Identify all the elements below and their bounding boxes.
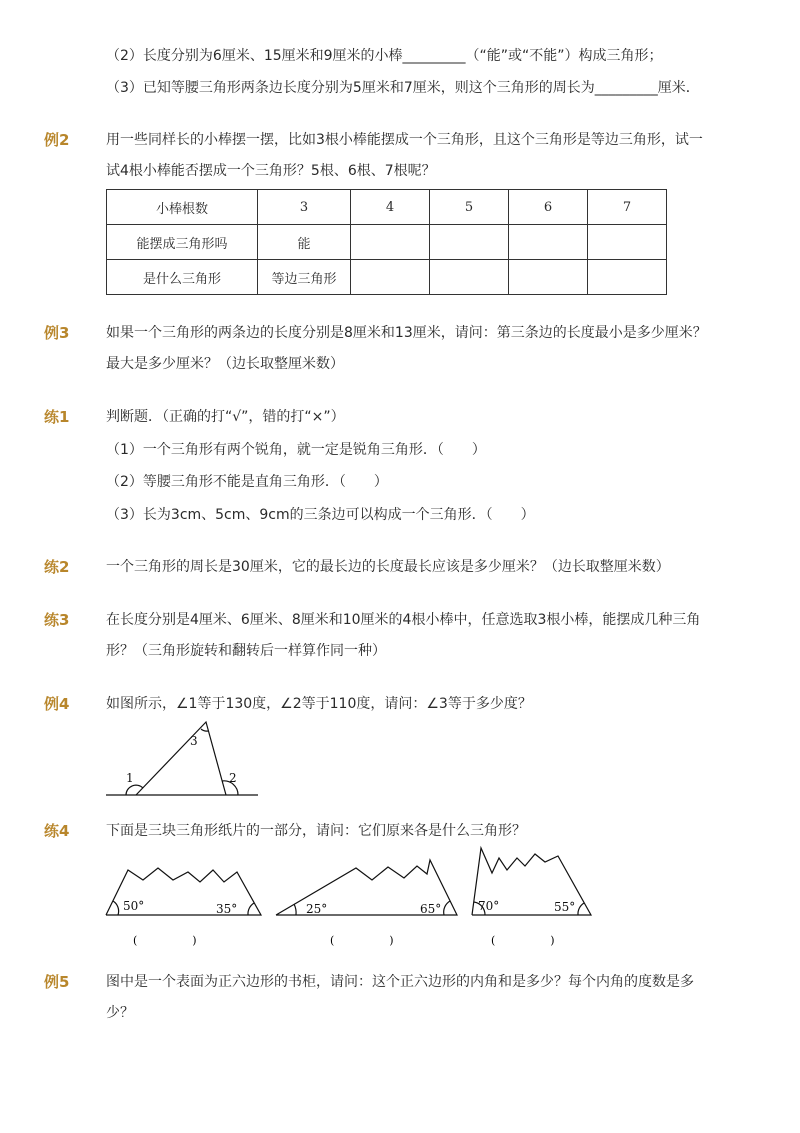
piece-2-right-angle: 65° (420, 902, 442, 916)
piece-2-answer-blank[interactable]: ( ) (330, 934, 394, 947)
piece-1-answer-blank[interactable]: ( ) (133, 934, 197, 947)
angle-1-label: 1 (126, 771, 134, 785)
question-3-line: （3）已知等腰三角形两条边长度分别为5厘米和7厘米，则这个三角形的周长为_________厘米． (106, 80, 700, 96)
practice-3-text-1: 在长度分别是4厘米、6厘米、8厘米和10厘米的4根小棒中，任意选取3根小棒，能摆成几种三角 (106, 612, 701, 628)
piece-1-right-angle: 35° (216, 902, 238, 916)
practice-3-tag: 练3 (44, 611, 70, 629)
practice-4-tag: 练4 (44, 822, 70, 840)
table-cell: 6 (509, 190, 588, 225)
piece-3-answer-blank[interactable]: ( ) (491, 934, 555, 947)
piece-1-left-angle: 50° (123, 899, 145, 913)
table-cell: 小棒根数 (107, 190, 258, 225)
practice-1-tag: 练1 (44, 408, 70, 426)
practice-1-item-2: （2）等腰三角形不能是直角三角形．（ ） (106, 474, 388, 490)
example-4-text: 如图所示，∠1等于130度，∠2等于110度，请问：∠3等于多少度？ (106, 696, 532, 712)
angle-3-label: 3 (190, 734, 198, 748)
table-cell: 3 (258, 190, 351, 225)
example-5-text-2: 少？ (106, 1005, 134, 1021)
piece-3-right-angle: 55° (554, 900, 576, 914)
table-cell: 等边三角形 (258, 260, 351, 295)
practice-2-text: 一个三角形的周长是30厘米，它的最长边的长度最长应该是多少厘米？（边长取整厘米数） (106, 559, 670, 575)
table-cell: 能摆成三角形吗 (107, 225, 258, 260)
example-2-tag: 例2 (44, 131, 70, 149)
practice-4-text: 下面是三块三角形纸片的一部分，请问：它们原来各是什么三角形？ (106, 823, 526, 839)
example-2-text-1: 用一些同样长的小棒摆一摆，比如3根小棒能摆成一个三角形，且这个三角形是等边三角形，试一 (106, 132, 703, 148)
practice-1-item-3: （3）长为3cm、5cm、9cm的三条边可以构成一个三角形．（ ） (106, 507, 535, 523)
practice-2-tag: 练2 (44, 558, 70, 576)
question-2-line: （2）长度分别为6厘米、15厘米和9厘米的小棒_________（“能”或“不能”）构成三角形； (106, 48, 663, 64)
angle-2-label: 2 (229, 771, 237, 785)
example-2-text-2: 试4根小棒能否摆成一个三角形？5根、6根、7根呢？ (106, 163, 436, 179)
table-cell: 7 (588, 190, 667, 225)
table-cell: 能 (258, 225, 351, 260)
practice-3-text-2: 形？（三角形旋转和翻转后一样算作同一种） (106, 643, 386, 659)
practice-1-intro: 判断题．（正确的打“√”，错的打“×”） (106, 409, 345, 425)
table-cell: 4 (351, 190, 430, 225)
example-3-text-2: 最大是多少厘米？（边长取整厘米数） (106, 356, 344, 372)
table-cell: 5 (430, 190, 509, 225)
table-cell: 是什么三角形 (107, 260, 258, 295)
example-4-tag: 例4 (44, 695, 70, 713)
example-3-tag: 例3 (44, 324, 70, 342)
example-5-text-1: 图中是一个表面为正六边形的书柜，请问：这个正六边形的内角和是多少？每个内角的度数是多 (106, 974, 694, 990)
piece-2-left-angle: 25° (306, 902, 328, 916)
practice-1-item-1: （1）一个三角形有两个锐角，就一定是锐角三角形．（ ） (106, 442, 486, 458)
piece-3-left-angle: 70° (478, 899, 500, 913)
example-3-text-1: 如果一个三角形的两条边的长度分别是8厘米和13厘米，请问：第三条边的长度最小是多少厘米？ (106, 325, 707, 341)
example-5-tag: 例5 (44, 973, 70, 991)
